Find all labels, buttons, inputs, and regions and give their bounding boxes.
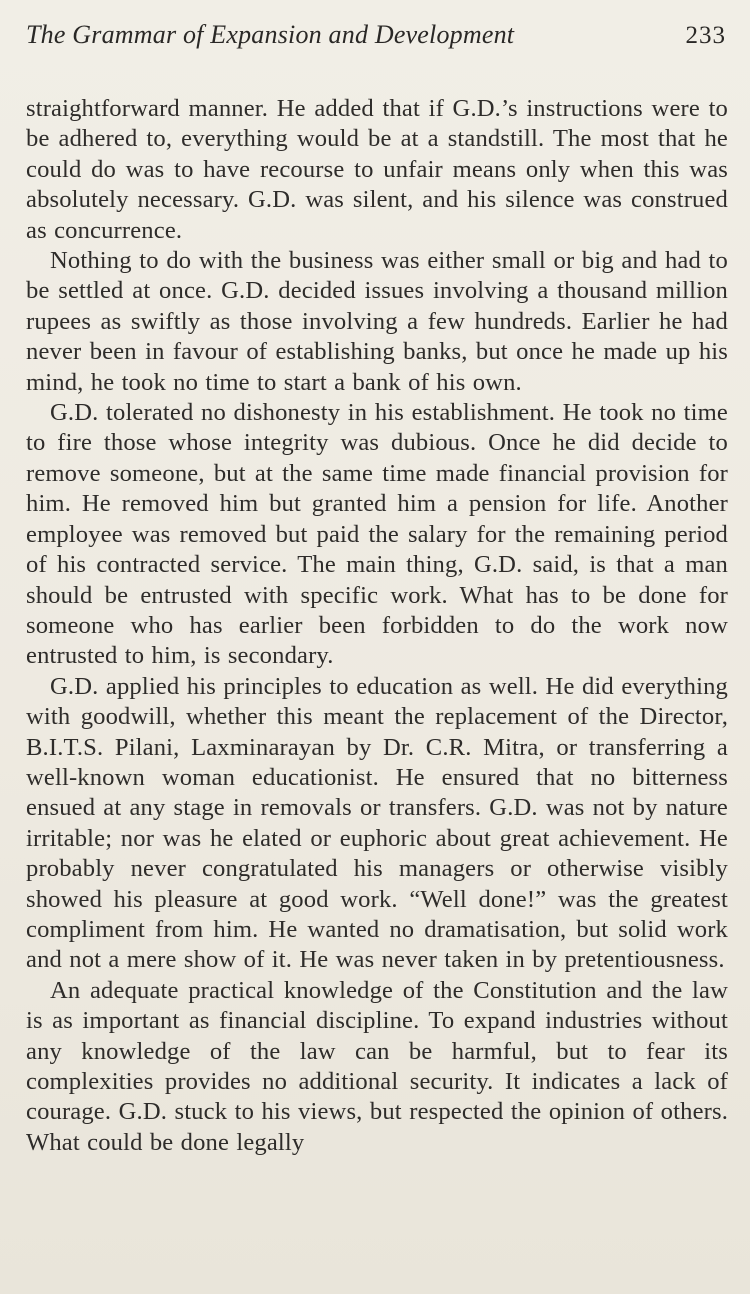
page-number: 233 bbox=[685, 22, 726, 49]
paragraph-continuation: straightforward manner. He added that if G.D.’s instructions were to be adhered to, everything would be at a standstill. The most that he could do was to have recourse to unfair means only when this was absolutely necessary. G.D. was silent, and his silence was construed as concurrence. bbox=[26, 95, 728, 244]
paragraph-constitution-law: An adequate practical knowledge of the Constitution and the law is as important as financial discipline. To expand industries without any knowledge of the law can be harmful, but to fear its complexities provides no additional security. It indicates a lack of courage. G.D. stuck to his views, but respected the opinion of others. What could be done legally bbox=[26, 976, 728, 1156]
running-header bbox=[26, 20, 728, 60]
paragraph-business-decisions: Nothing to do with the business was either small or big and had to be settled at once. G.D. decided issues involving a thousand million rupees as swiftly as those involving a few hundreds. Earlier he had never been in favour of establishing banks, but once he made up his mind, he took no time to start a bank of his own. bbox=[26, 247, 728, 396]
paragraph-education: G.D. applied his principles to education as well. He did everything with goodwill, whether this meant the replacement of the Director, B.I.T.S. Pilani, Laxminarayan by Dr. C.R. Mitra, or transferring a well-known woman educationist. He ensured that no bitterness ensued at any stage in removals or transfers. G.D. was not by nature irritable; nor was he elated or euphoric about great achievement. He probably never congratulated his managers or otherwise visibly showed his pleasure at good work. “Well done!” was the greatest compliment from him. He wanted no dramatisation, but solid work and not a mere show of it. He was never taken in by pretentiousness. bbox=[26, 672, 728, 974]
body-text bbox=[26, 94, 728, 1158]
running-title: The Grammar of Expansion and Development bbox=[26, 20, 515, 49]
paragraph-dishonesty: G.D. tolerated no dishonesty in his establishment. He took no time to fire those whose integrity was dubious. Once he did decide to remove someone, but at the same time made financial provision for him. He removed him but granted him a pension for life. Another employee was removed but paid the salary for the remaining period of his contracted service. The main thing, G.D. said, is that a man should be entrusted with specific work. What has to be done for someone who has earlier been forbidden to do the work now entrusted to him, is secondary. bbox=[26, 399, 728, 670]
